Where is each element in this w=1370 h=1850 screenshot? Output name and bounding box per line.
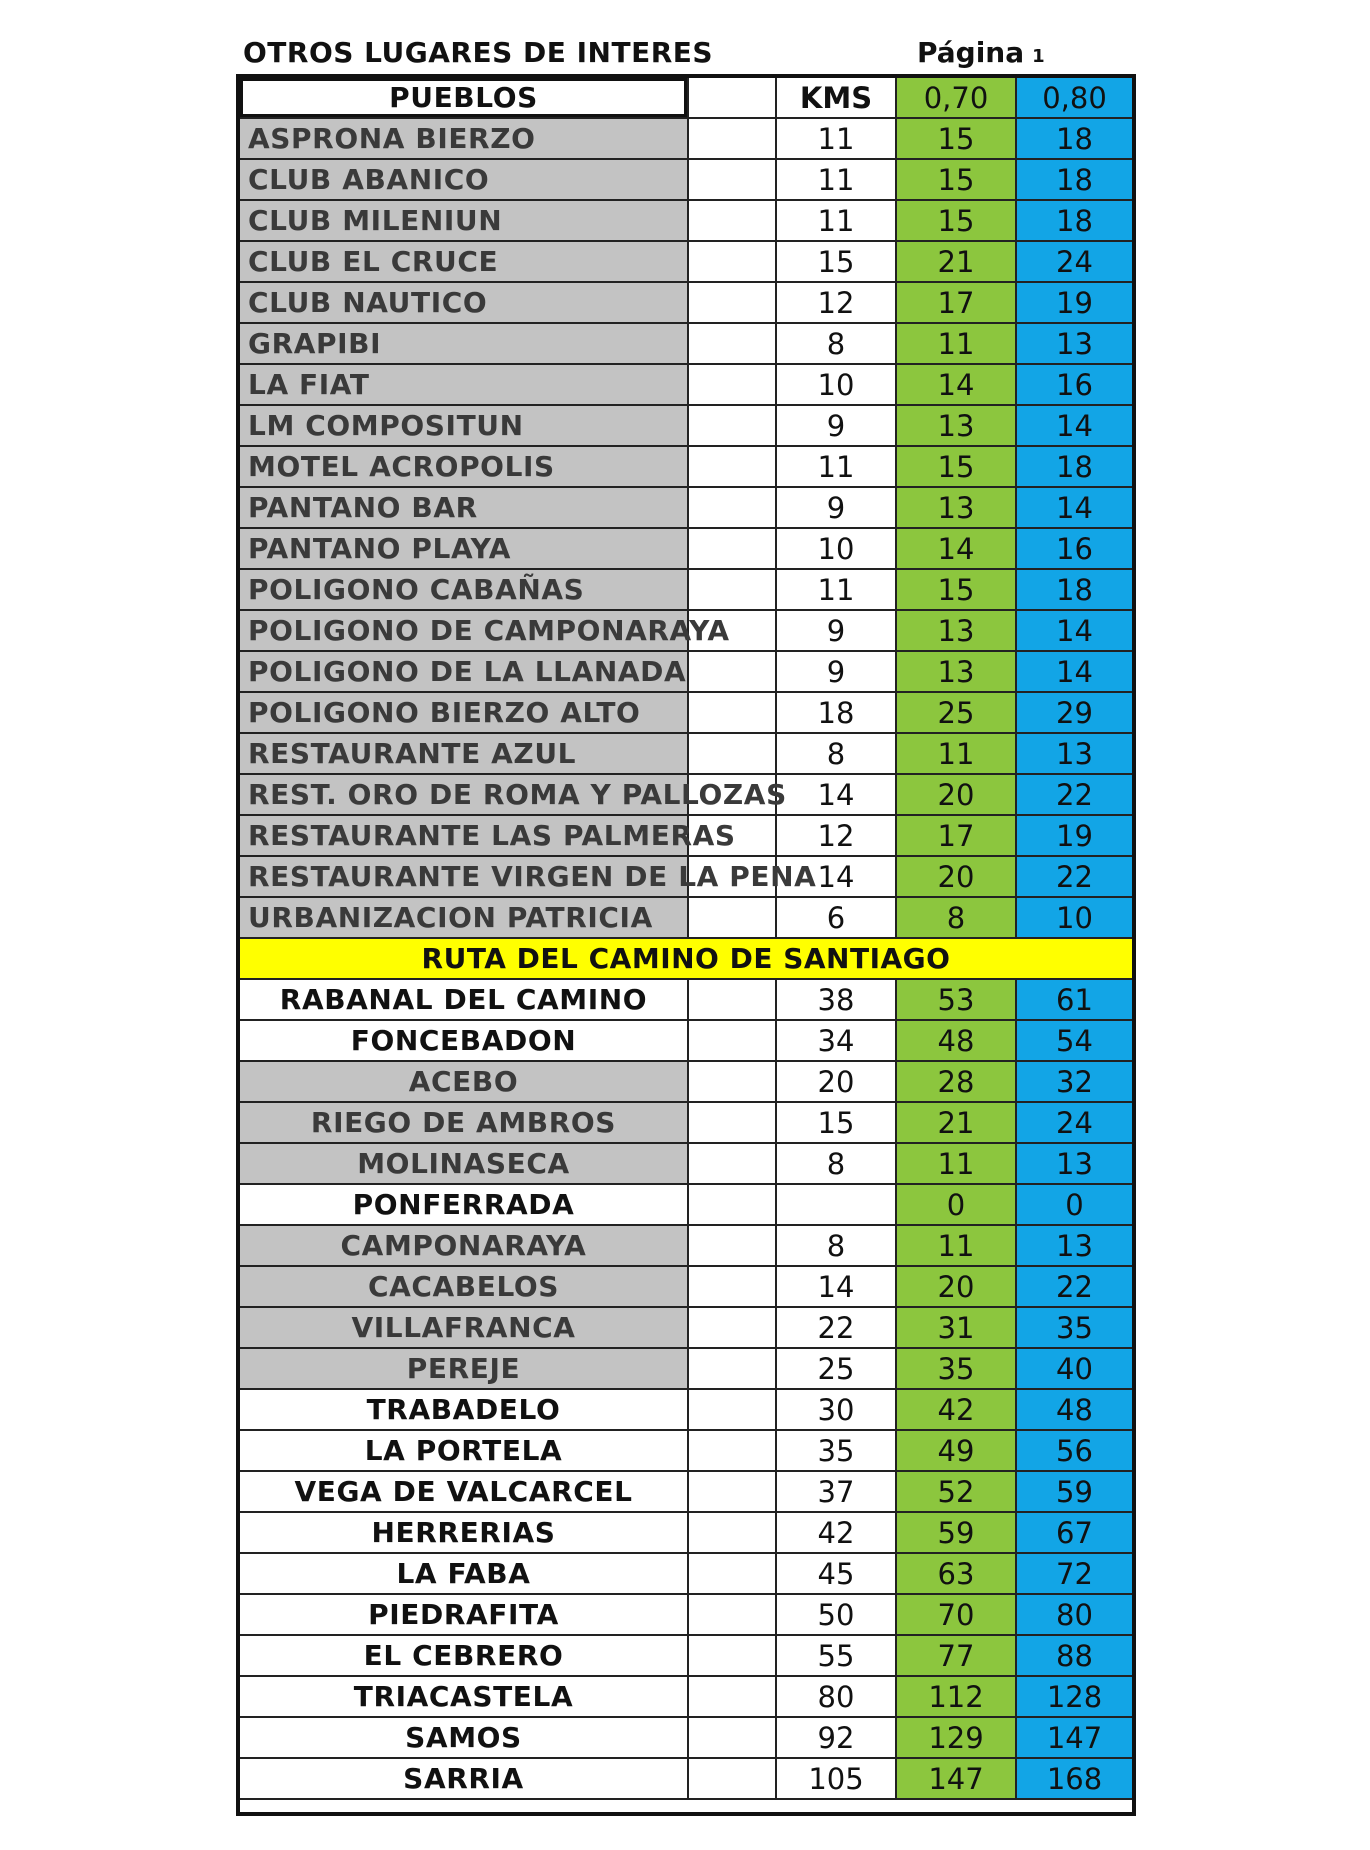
blank-cell xyxy=(687,1595,775,1634)
place-name-cell: SAMOS xyxy=(405,1721,522,1754)
price-080-cell: 13 xyxy=(1015,324,1132,363)
kms-cell: 8 xyxy=(775,1226,895,1265)
kms-cell: 8 xyxy=(775,324,895,363)
price-070-cell: 15 xyxy=(895,570,1015,609)
kms-cell: 20 xyxy=(775,1062,895,1101)
table-row xyxy=(240,1718,1132,1759)
blank-cell xyxy=(687,1267,775,1306)
price-080-cell: 16 xyxy=(1015,365,1132,404)
price-070-cell: 15 xyxy=(895,201,1015,240)
place-name-cell: REST. ORO DE ROMA Y PALLOZAS xyxy=(240,775,687,814)
kms-cell: 15 xyxy=(775,242,895,281)
place-name-cell: PANTANO BAR xyxy=(240,488,687,527)
price-070-cell: 129 xyxy=(895,1718,1015,1757)
kms-cell: 6 xyxy=(775,898,895,937)
price-070-cell: 17 xyxy=(895,283,1015,322)
price-080-cell: 24 xyxy=(1015,1103,1132,1142)
table-row xyxy=(240,1226,1132,1267)
place-name-cell: CLUB NAUTICO xyxy=(240,283,687,322)
place-name-cell: GRAPIBI xyxy=(240,324,687,363)
kms-cell: 80 xyxy=(775,1677,895,1716)
kms-cell: 11 xyxy=(775,201,895,240)
table-row xyxy=(240,160,1132,201)
price-080-cell: 18 xyxy=(1015,119,1132,158)
price-080-cell: 22 xyxy=(1015,1267,1132,1306)
price-070-cell: 20 xyxy=(895,1267,1015,1306)
price-070-cell: 147 xyxy=(895,1759,1015,1798)
kms-cell: 25 xyxy=(775,1349,895,1388)
blank-cell xyxy=(687,324,775,363)
blank-cell xyxy=(687,447,775,486)
blank-cell xyxy=(687,1759,775,1798)
price-080-cell: 13 xyxy=(1015,1144,1132,1183)
blank-cell xyxy=(687,529,775,568)
table-row xyxy=(240,1062,1132,1103)
table-row xyxy=(240,898,1132,939)
place-name-cell: URBANIZACION PATRICIA xyxy=(240,898,687,937)
header-rate-070: 0,70 xyxy=(895,78,1015,117)
kms-cell: 18 xyxy=(775,693,895,732)
blank-cell xyxy=(687,1554,775,1593)
kms-cell: 42 xyxy=(775,1513,895,1552)
place-name-cell: RESTAURANTE AZUL xyxy=(240,734,687,773)
kms-cell: 38 xyxy=(775,980,895,1019)
table-row xyxy=(240,1185,1132,1226)
table-row xyxy=(240,816,1132,857)
place-name-cell: CACABELOS xyxy=(240,1267,687,1306)
place-name-cell: POLIGONO BIERZO ALTO xyxy=(240,693,687,732)
blank-cell xyxy=(687,980,775,1019)
place-name-cell: LA PORTELA xyxy=(364,1434,563,1467)
place-name-cell: PONFERRADA xyxy=(352,1188,575,1221)
price-080-cell: 48 xyxy=(1015,1390,1132,1429)
place-name-cell: ACEBO xyxy=(240,1062,687,1101)
table-row xyxy=(240,201,1132,242)
kms-cell: 8 xyxy=(775,1144,895,1183)
kms-cell: 9 xyxy=(775,488,895,527)
place-name-cell: CLUB EL CRUCE xyxy=(240,242,687,281)
place-name-cell: CLUB ABANICO xyxy=(240,160,687,199)
price-070-cell: 42 xyxy=(895,1390,1015,1429)
kms-cell: 9 xyxy=(775,406,895,445)
price-080-cell: 35 xyxy=(1015,1308,1132,1347)
header-blank xyxy=(687,78,775,117)
price-080-cell: 56 xyxy=(1015,1431,1132,1470)
price-080-cell: 22 xyxy=(1015,775,1132,814)
kms-cell: 10 xyxy=(775,529,895,568)
price-080-cell: 22 xyxy=(1015,857,1132,896)
table-row xyxy=(240,529,1132,570)
price-070-cell: 15 xyxy=(895,119,1015,158)
price-080-cell: 59 xyxy=(1015,1472,1132,1511)
price-080-cell: 18 xyxy=(1015,447,1132,486)
price-080-cell: 168 xyxy=(1015,1759,1132,1798)
table-row xyxy=(240,1349,1132,1390)
place-name-cell: EL CEBRERO xyxy=(363,1639,564,1672)
table-row xyxy=(240,488,1132,529)
place-name-cell: RESTAURANTE VIRGEN DE LA PENA xyxy=(240,857,687,896)
table-row xyxy=(240,1759,1132,1800)
table-row xyxy=(240,1677,1132,1718)
kms-cell: 37 xyxy=(775,1472,895,1511)
price-080-cell: 40 xyxy=(1015,1349,1132,1388)
kms-cell: 105 xyxy=(775,1759,895,1798)
price-070-cell: 13 xyxy=(895,652,1015,691)
price-080-cell: 14 xyxy=(1015,611,1132,650)
section-title-camino: RUTA DEL CAMINO DE SANTIAGO xyxy=(240,939,1132,980)
table-row xyxy=(240,1390,1132,1431)
place-name-cell: RESTAURANTE LAS PALMERAS xyxy=(240,816,687,855)
blank-cell xyxy=(687,570,775,609)
place-name-cell: MOLINASECA xyxy=(240,1144,687,1183)
kms-cell: 11 xyxy=(775,570,895,609)
price-080-cell: 18 xyxy=(1015,160,1132,199)
page-number: 1 xyxy=(1032,46,1045,67)
place-name-cell: MOTEL ACROPOLIS xyxy=(240,447,687,486)
price-070-cell: 77 xyxy=(895,1636,1015,1675)
kms-cell: 8 xyxy=(775,734,895,773)
blank-cell xyxy=(687,734,775,773)
blank-cell xyxy=(687,1390,775,1429)
place-name-cell: PANTANO PLAYA xyxy=(240,529,687,568)
kms-cell: 12 xyxy=(775,283,895,322)
price-070-cell: 63 xyxy=(895,1554,1015,1593)
price-070-cell: 8 xyxy=(895,898,1015,937)
table-row xyxy=(240,119,1132,160)
price-080-cell: 24 xyxy=(1015,242,1132,281)
place-name-cell: TRIACASTELA xyxy=(353,1680,574,1713)
price-080-cell: 19 xyxy=(1015,283,1132,322)
price-080-cell: 10 xyxy=(1015,898,1132,937)
blank-cell xyxy=(687,242,775,281)
place-name-cell: LA FIAT xyxy=(240,365,687,404)
blank-cell xyxy=(687,1103,775,1142)
header-kms: KMS xyxy=(775,78,895,117)
blank-cell xyxy=(687,283,775,322)
price-080-cell: 13 xyxy=(1015,734,1132,773)
table-row xyxy=(240,1636,1132,1677)
price-070-cell: 53 xyxy=(895,980,1015,1019)
table-row xyxy=(240,734,1132,775)
price-070-cell: 14 xyxy=(895,529,1015,568)
blank-cell xyxy=(687,898,775,937)
header-pueblos: PUEBLOS xyxy=(240,78,687,117)
table-row xyxy=(240,365,1132,406)
table-row xyxy=(240,857,1132,898)
price-070-cell: 15 xyxy=(895,447,1015,486)
price-070-cell: 31 xyxy=(895,1308,1015,1347)
blank-cell xyxy=(687,201,775,240)
place-name-cell: PEREJE xyxy=(240,1349,687,1388)
place-name-cell: RABANAL DEL CAMINO xyxy=(279,983,648,1016)
price-070-cell: 112 xyxy=(895,1677,1015,1716)
price-080-cell: 61 xyxy=(1015,980,1132,1019)
page-label: Página xyxy=(917,36,1025,69)
kms-cell: 22 xyxy=(775,1308,895,1347)
price-070-cell: 20 xyxy=(895,775,1015,814)
blank-cell xyxy=(687,1513,775,1552)
kms-cell xyxy=(775,1185,895,1224)
table-row xyxy=(240,611,1132,652)
document-title: OTROS LUGARES DE INTERES xyxy=(243,36,714,69)
price-070-cell: 11 xyxy=(895,734,1015,773)
price-080-cell: 18 xyxy=(1015,570,1132,609)
price-080-cell: 67 xyxy=(1015,1513,1132,1552)
price-080-cell: 14 xyxy=(1015,652,1132,691)
blank-cell xyxy=(687,1349,775,1388)
price-080-cell: 80 xyxy=(1015,1595,1132,1634)
blank-cell xyxy=(687,488,775,527)
table-row xyxy=(240,693,1132,734)
blank-cell xyxy=(687,1472,775,1511)
price-080-cell: 72 xyxy=(1015,1554,1132,1593)
kms-cell: 45 xyxy=(775,1554,895,1593)
place-name-cell: POLIGONO CABAÑAS xyxy=(240,570,687,609)
kms-cell: 10 xyxy=(775,365,895,404)
price-070-cell: 11 xyxy=(895,1226,1015,1265)
price-070-cell: 28 xyxy=(895,1062,1015,1101)
price-080-cell: 0 xyxy=(1015,1185,1132,1224)
place-name-cell: ASPRONA BIERZO xyxy=(240,119,687,158)
table-row xyxy=(240,570,1132,611)
table-row xyxy=(240,1513,1132,1554)
kms-cell: 14 xyxy=(775,1267,895,1306)
price-080-cell: 18 xyxy=(1015,201,1132,240)
price-080-cell: 14 xyxy=(1015,406,1132,445)
kms-cell: 15 xyxy=(775,1103,895,1142)
page-indicator xyxy=(917,36,1045,69)
kms-cell: 55 xyxy=(775,1636,895,1675)
price-070-cell: 14 xyxy=(895,365,1015,404)
table-row xyxy=(240,1103,1132,1144)
kms-cell: 50 xyxy=(775,1595,895,1634)
table-row xyxy=(240,1021,1132,1062)
table-row xyxy=(240,1472,1132,1513)
table-row xyxy=(240,1267,1132,1308)
blank-cell xyxy=(687,652,775,691)
kms-cell: 9 xyxy=(775,652,895,691)
blank-cell xyxy=(687,119,775,158)
place-name-cell: HERRERIAS xyxy=(371,1516,556,1549)
price-080-cell: 147 xyxy=(1015,1718,1132,1757)
table-row xyxy=(240,1144,1132,1185)
blank-cell xyxy=(687,1062,775,1101)
kms-cell: 11 xyxy=(775,160,895,199)
blank-cell xyxy=(687,365,775,404)
price-070-cell: 13 xyxy=(895,406,1015,445)
place-name-cell: LA FABA xyxy=(396,1557,531,1590)
blank-cell xyxy=(687,693,775,732)
price-070-cell: 21 xyxy=(895,1103,1015,1142)
table-row xyxy=(240,447,1132,488)
price-080-cell: 14 xyxy=(1015,488,1132,527)
blank-cell xyxy=(687,1144,775,1183)
price-070-cell: 48 xyxy=(895,1021,1015,1060)
distance-price-table xyxy=(236,74,1136,1816)
blank-cell xyxy=(687,1431,775,1470)
price-080-cell: 54 xyxy=(1015,1021,1132,1060)
place-name-cell: CAMPONARAYA xyxy=(240,1226,687,1265)
table-row xyxy=(240,775,1132,816)
table-row xyxy=(240,1308,1132,1349)
price-080-cell: 88 xyxy=(1015,1636,1132,1675)
price-070-cell: 11 xyxy=(895,324,1015,363)
price-070-cell: 70 xyxy=(895,1595,1015,1634)
price-070-cell: 25 xyxy=(895,693,1015,732)
place-name-cell: CLUB MILENIUN xyxy=(240,201,687,240)
place-name-cell: POLIGONO DE LA LLANADA xyxy=(240,652,687,691)
price-080-cell: 19 xyxy=(1015,816,1132,855)
table-row xyxy=(240,652,1132,693)
price-070-cell: 13 xyxy=(895,611,1015,650)
kms-cell: 14 xyxy=(775,775,895,814)
place-name-cell: POLIGONO DE CAMPONARAYA xyxy=(240,611,687,650)
place-name-cell: LM COMPOSITUN xyxy=(240,406,687,445)
blank-cell xyxy=(687,1718,775,1757)
kms-cell: 92 xyxy=(775,1718,895,1757)
blank-cell xyxy=(687,1226,775,1265)
blank-cell xyxy=(687,1636,775,1675)
price-080-cell: 16 xyxy=(1015,529,1132,568)
kms-cell: 12 xyxy=(775,816,895,855)
price-070-cell: 15 xyxy=(895,160,1015,199)
price-080-cell: 13 xyxy=(1015,1226,1132,1265)
table-row xyxy=(240,1431,1132,1472)
blank-cell xyxy=(687,1021,775,1060)
table-row xyxy=(240,1554,1132,1595)
blank-cell xyxy=(687,1308,775,1347)
place-name-cell: PIEDRAFITA xyxy=(368,1598,559,1631)
kms-cell: 30 xyxy=(775,1390,895,1429)
price-070-cell: 35 xyxy=(895,1349,1015,1388)
kms-cell: 34 xyxy=(775,1021,895,1060)
place-name-cell: VEGA DE VALCARCEL xyxy=(294,1475,633,1508)
price-070-cell: 52 xyxy=(895,1472,1015,1511)
price-080-cell: 32 xyxy=(1015,1062,1132,1101)
place-name-cell: TRABADELO xyxy=(366,1393,561,1426)
table-row xyxy=(240,980,1132,1021)
blank-cell xyxy=(687,1677,775,1716)
price-070-cell: 11 xyxy=(895,1144,1015,1183)
blank-cell xyxy=(687,160,775,199)
price-070-cell: 17 xyxy=(895,816,1015,855)
place-name-cell: VILLAFRANCA xyxy=(240,1308,687,1347)
table-row xyxy=(240,1595,1132,1636)
table-header-row xyxy=(240,78,1132,119)
price-070-cell: 49 xyxy=(895,1431,1015,1470)
table-row xyxy=(240,406,1132,447)
table-row xyxy=(240,242,1132,283)
price-070-cell: 0 xyxy=(895,1185,1015,1224)
kms-cell: 9 xyxy=(775,611,895,650)
price-070-cell: 59 xyxy=(895,1513,1015,1552)
place-name-cell: FONCEBADON xyxy=(350,1024,577,1057)
kms-cell: 14 xyxy=(775,857,895,896)
kms-cell: 11 xyxy=(775,119,895,158)
table-row xyxy=(240,324,1132,365)
header-rate-080: 0,80 xyxy=(1015,78,1132,117)
price-070-cell: 21 xyxy=(895,242,1015,281)
place-name-cell: RIEGO DE AMBROS xyxy=(240,1103,687,1142)
price-070-cell: 13 xyxy=(895,488,1015,527)
kms-cell: 35 xyxy=(775,1431,895,1470)
price-080-cell: 29 xyxy=(1015,693,1132,732)
blank-cell xyxy=(687,1185,775,1224)
table-row xyxy=(240,283,1132,324)
price-070-cell: 20 xyxy=(895,857,1015,896)
kms-cell: 11 xyxy=(775,447,895,486)
price-080-cell: 128 xyxy=(1015,1677,1132,1716)
blank-cell xyxy=(687,406,775,445)
place-name-cell: SARRIA xyxy=(403,1762,524,1795)
